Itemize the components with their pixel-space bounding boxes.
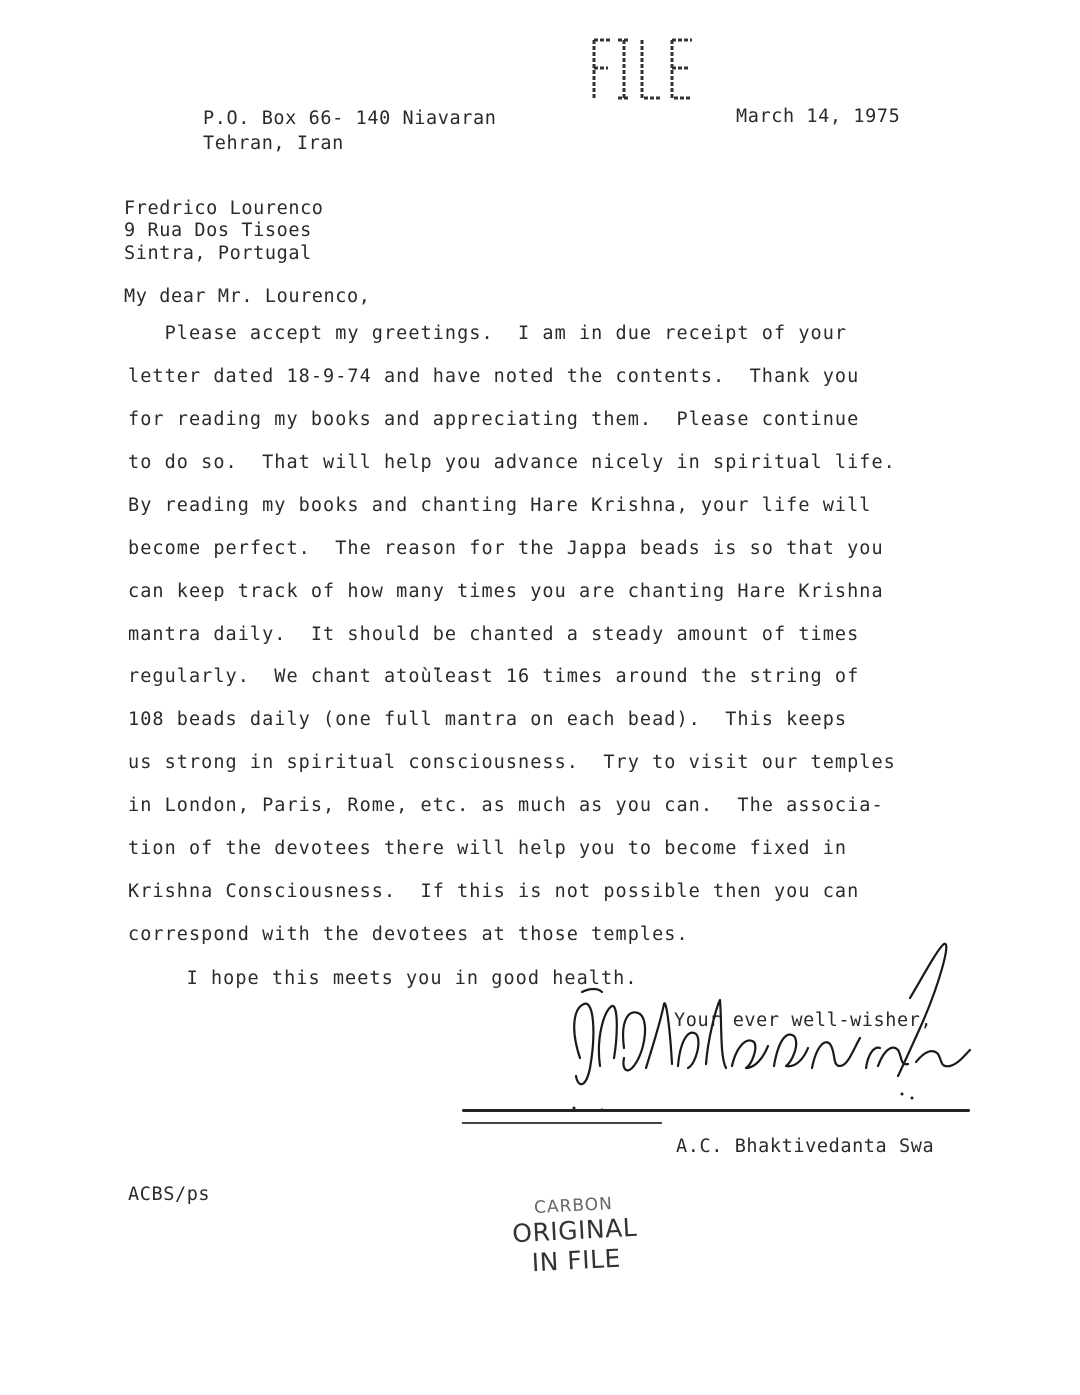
sender-address-line1: P.O. Box 66- 140 Niavaran <box>203 108 497 129</box>
body-line: 108 beads daily (one full mantra on each bead). This keeps <box>128 709 848 730</box>
body-line: become perfect. The reason for the Jappa beads is so that you <box>128 538 884 559</box>
sender-address-line2: Tehran, Iran <box>203 133 344 154</box>
original-in-file-stamp <box>498 1192 652 1280</box>
body-line: us strong in spiritual consciousness. Try to visit our temples <box>128 752 896 773</box>
letter-date: March 14, 1975 <box>736 106 901 127</box>
in-file-stamp-text: IN FILE <box>531 1243 622 1278</box>
body-line: tion of the devotees there will help you to become fixed in <box>128 838 848 859</box>
signatory-name: A.C. Bhaktivedanta Swa <box>676 1136 935 1157</box>
reference-initials: ACBS/ps <box>128 1184 211 1205</box>
body-line: mantra daily. It should be chanted a steady amount of times <box>128 624 860 645</box>
file-stamp <box>588 36 698 102</box>
body-line: in London, Paris, Rome, etc. as much as you can. The associa- <box>128 795 884 816</box>
recipient-name: Fredrico Lourenco <box>124 198 324 219</box>
body-line: can keep track of how many times you are chanting Hare Krishna <box>128 581 884 602</box>
salutation: My dear Mr. Lourenco, <box>124 286 371 307</box>
original-stamp-text: ORIGINAL <box>511 1212 638 1249</box>
recipient-street: 9 Rua Dos Tisoes <box>124 220 312 241</box>
signature-line <box>462 1109 970 1112</box>
body-line: correspond with the devotees at those temples. <box>128 924 689 945</box>
carbon-stamp-text: CARBON <box>533 1193 614 1219</box>
body-line: Krishna Consciousness. If this is not possible then you can <box>128 881 860 902</box>
closing-wish: I hope this meets you in good health. <box>150 968 638 989</box>
body-line: By reading my books and chanting Hare Krishna, your life will <box>128 495 872 516</box>
body-line: for reading my books and appreciating them. Please continue <box>128 409 860 430</box>
signature-line-secondary <box>462 1122 662 1124</box>
body-line: regularly. We chant atoù̈least 16 times around the string of <box>128 666 860 687</box>
body-line: Please accept my greetings. I am in due receipt of your <box>128 323 848 344</box>
closing: Your ever well-wisher, <box>674 1010 933 1031</box>
body-line: letter dated 18-9-74 and have noted the contents. Thank you <box>128 366 860 387</box>
body-line: to do so. That will help you advance nicely in spiritual life. <box>128 452 896 473</box>
recipient-city: Sintra, Portugal <box>124 243 312 264</box>
handwritten-signature <box>560 938 980 1118</box>
